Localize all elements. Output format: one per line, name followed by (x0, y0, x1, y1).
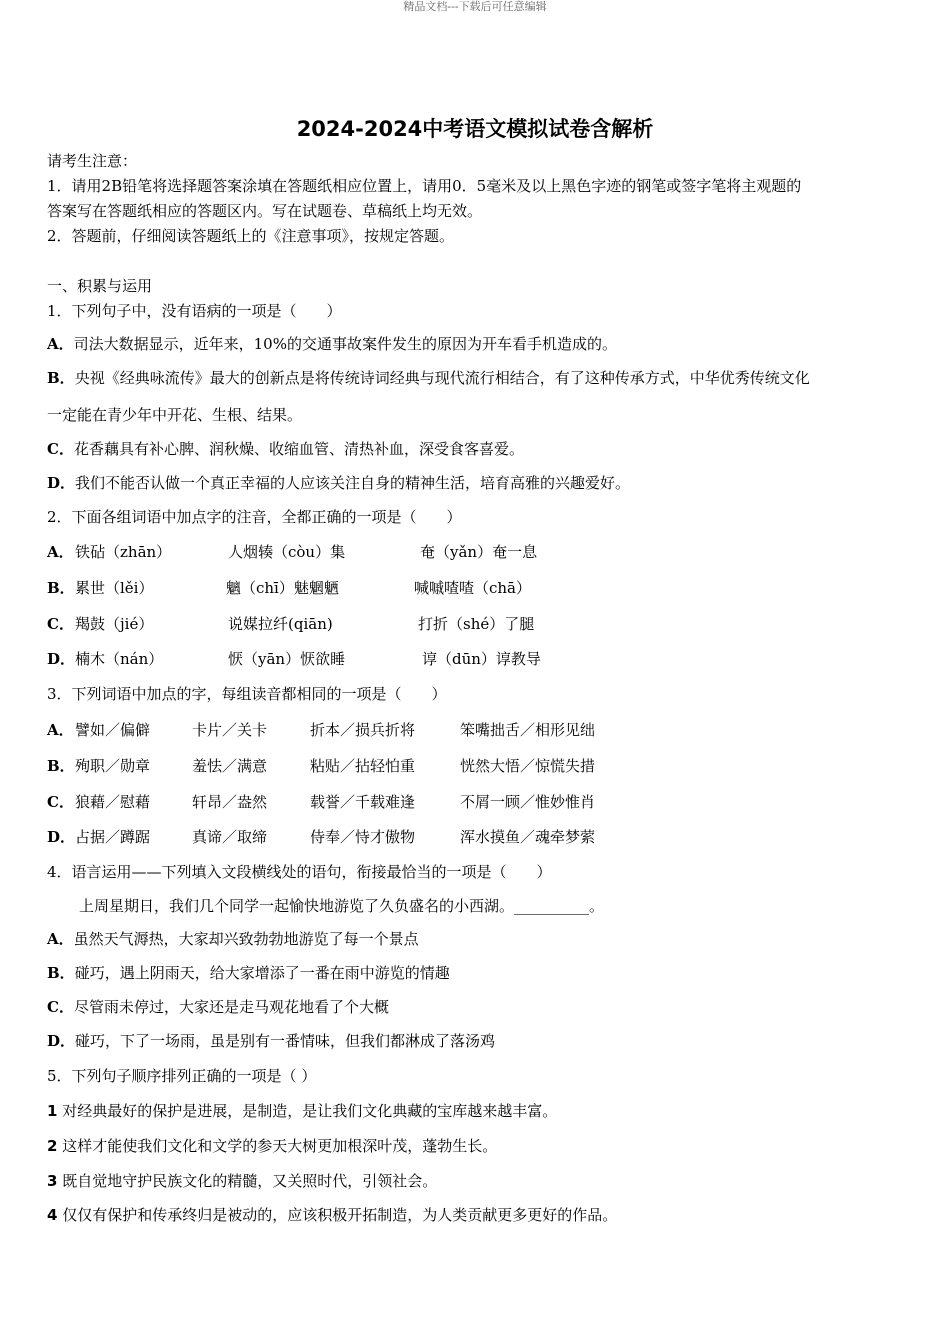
q1-option-d (47, 473, 630, 493)
option-key: C． (47, 440, 74, 458)
option-item: 恹（yān）恹欲睡 (228, 650, 346, 668)
option-key: B． (47, 964, 75, 982)
q1-option-b (47, 368, 810, 388)
option-key: B． (47, 579, 75, 597)
option-key: D． (47, 1032, 76, 1050)
q5-item-4 (47, 1205, 617, 1225)
notice-line-2: 答案写在答题纸相应的答题区内。写在试题卷、草稿纸上均无效。 (47, 202, 483, 220)
item-number: 4 (47, 1206, 58, 1224)
option-item: 谆（dūn）谆教导 (422, 650, 541, 668)
option-item: 恍然大悟／惊慌失措 (460, 757, 596, 775)
section-heading: 一、积累与运用 (47, 277, 153, 295)
option-text: 碰巧，遇上阴雨天，给大家增添了一番在雨中游览的情趣 (74, 964, 450, 982)
option-item: 羞怯／满意 (192, 757, 268, 775)
q1-option-a (47, 334, 617, 354)
option-text: 尽管雨未停过，大家还是走马观花地看了个大概 (73, 998, 389, 1016)
q2-stem: 2．下面各组词语中加点字的注音，全都正确的一项是（ ） (47, 508, 462, 526)
q1-option-c (47, 439, 524, 459)
q4-option-c (47, 997, 389, 1017)
item-text: 既自觉地守护民族文化的精髓，又关照时代，引领社会。 (62, 1172, 438, 1190)
option-item: 打折（shé）了腿 (418, 615, 535, 633)
option-text: 虽然天气溽热，大家却兴致勃勃地游览了每一个景点 (73, 930, 419, 948)
option-item: 侍奉／恃才傲物 (310, 828, 416, 846)
q4-option-a (47, 929, 419, 949)
notice-line-3: 2．答题前，仔细阅读答题纸上的《注意事项》，按规定答题。 (47, 227, 455, 245)
option-item: 羯鼓（jié） (75, 615, 154, 633)
option-item: 占据／蹲踞 (75, 828, 151, 846)
option-item: 不屑一顾／惟妙惟肖 (460, 793, 596, 811)
option-key: D． (47, 474, 76, 492)
q3-stem: 3．下列词语中加点的字，每组读音都相同的一项是（ ） (47, 685, 447, 703)
option-item: 人烟辏（còu）集 (228, 543, 346, 561)
option-key: D． (47, 650, 76, 668)
item-number: 1 (47, 1102, 58, 1120)
option-text: 我们不能否认做一个真正幸福的人应该关注自身的精神生活，培育高雅的兴趣爱好。 (75, 474, 631, 492)
q1-stem: 1．下列句子中，没有语病的一项是（ ） (47, 302, 342, 320)
option-item: 铁砧（zhān） (75, 543, 172, 561)
notice-heading: 请考生注意： (47, 152, 138, 170)
notice-line-1: 1．请用2B铅笔将选择题答案涂填在答题纸相应位置上，请用0．5毫米及以上黑色字迹的钢笔或签字笔将主观题的 (47, 177, 802, 195)
option-key: A． (47, 335, 74, 353)
option-text: 花香藕具有补心脾、润秋燥、收缩血管、清热补血，深受食客喜爱。 (73, 440, 524, 458)
option-item: 卡片／关卡 (192, 721, 268, 739)
q5-stem: 5．下列句子顺序排列正确的一项是（ ） (47, 1067, 317, 1085)
item-text: 这样才能使我们文化和文学的参天大树更加根深叶茂，蓬勃生长。 (62, 1137, 498, 1155)
option-text: 碰巧，下了一场雨，虽是别有一番情味，但我们都淋成了落汤鸡 (75, 1032, 496, 1050)
option-item: 譬如／偏僻 (75, 721, 151, 739)
page-title: 2024-2024中考语文模拟试卷含解析 (296, 117, 654, 141)
item-text: 仅仅有保护和传承终归是被动的，应该积极开拓制造，为人类贡献更多更好的作品。 (62, 1206, 618, 1224)
q4-stem: 4．语言运用——下列填入文段横线处的语句，衔接最恰当的一项是（ ） (47, 863, 552, 881)
option-text: 央视《经典咏流传》最大的创新点是将传统诗词经典与现代流行相结合，有了这种传承方式，中华优秀传统文化 (74, 369, 810, 387)
option-item: 折本／损兵折将 (310, 721, 416, 739)
option-key: C． (47, 615, 74, 633)
item-number: 3 (47, 1172, 58, 1190)
q4-passage: 上周星期日，我们几个同学一起愉快地游览了久负盛名的小西湖。__________。 (79, 897, 605, 915)
option-item: 载誉／千载难逢 (310, 793, 416, 811)
q4-option-d (47, 1031, 495, 1051)
option-key: B． (47, 757, 75, 775)
option-item: 殉职／勋章 (75, 757, 151, 775)
option-key: D． (47, 828, 76, 846)
option-key: A． (47, 930, 74, 948)
option-item: 浑水摸鱼／魂牵梦萦 (460, 828, 596, 846)
option-item: 奄（yǎn）奄一息 (420, 543, 538, 561)
q5-item-3 (47, 1171, 437, 1191)
page-header: 精品文档---下载后可任意编辑 (403, 0, 547, 13)
option-item: 喊嘁喳喳（chā） (414, 579, 532, 597)
option-item: 魑（chī）魅魍魉 (226, 579, 339, 597)
option-item: 真谛／取缔 (192, 828, 268, 846)
option-item: 累世（lěi） (75, 579, 154, 597)
q5-item-1 (47, 1101, 557, 1121)
option-item: 楠木（nán） (75, 650, 164, 668)
q5-item-2 (47, 1136, 497, 1156)
option-key: C． (47, 793, 74, 811)
option-text: 司法大数据显示，近年来，10%的交通事故案件发生的原因为开车看手机造成的。 (73, 335, 617, 353)
option-item: 粘贴／拈轻怕重 (310, 757, 416, 775)
option-item: 说媒拉纤(qiān) (228, 615, 333, 633)
option-key: B． (47, 369, 75, 387)
option-key: A． (47, 721, 74, 739)
q1-option-b-cont: 一定能在青少年中开花、生根、结果。 (47, 406, 303, 424)
option-key: A． (47, 543, 74, 561)
option-item: 狼藉／慰藉 (75, 793, 151, 811)
option-item: 笨嘴拙舌／相形见绌 (460, 721, 596, 739)
item-number: 2 (47, 1137, 58, 1155)
option-key: C． (47, 998, 74, 1016)
option-item: 轩昂／盎然 (192, 793, 268, 811)
item-text: 对经典最好的保护是进展，是制造，是让我们文化典藏的宝库越来越丰富。 (62, 1102, 558, 1120)
q4-option-b (47, 963, 450, 983)
